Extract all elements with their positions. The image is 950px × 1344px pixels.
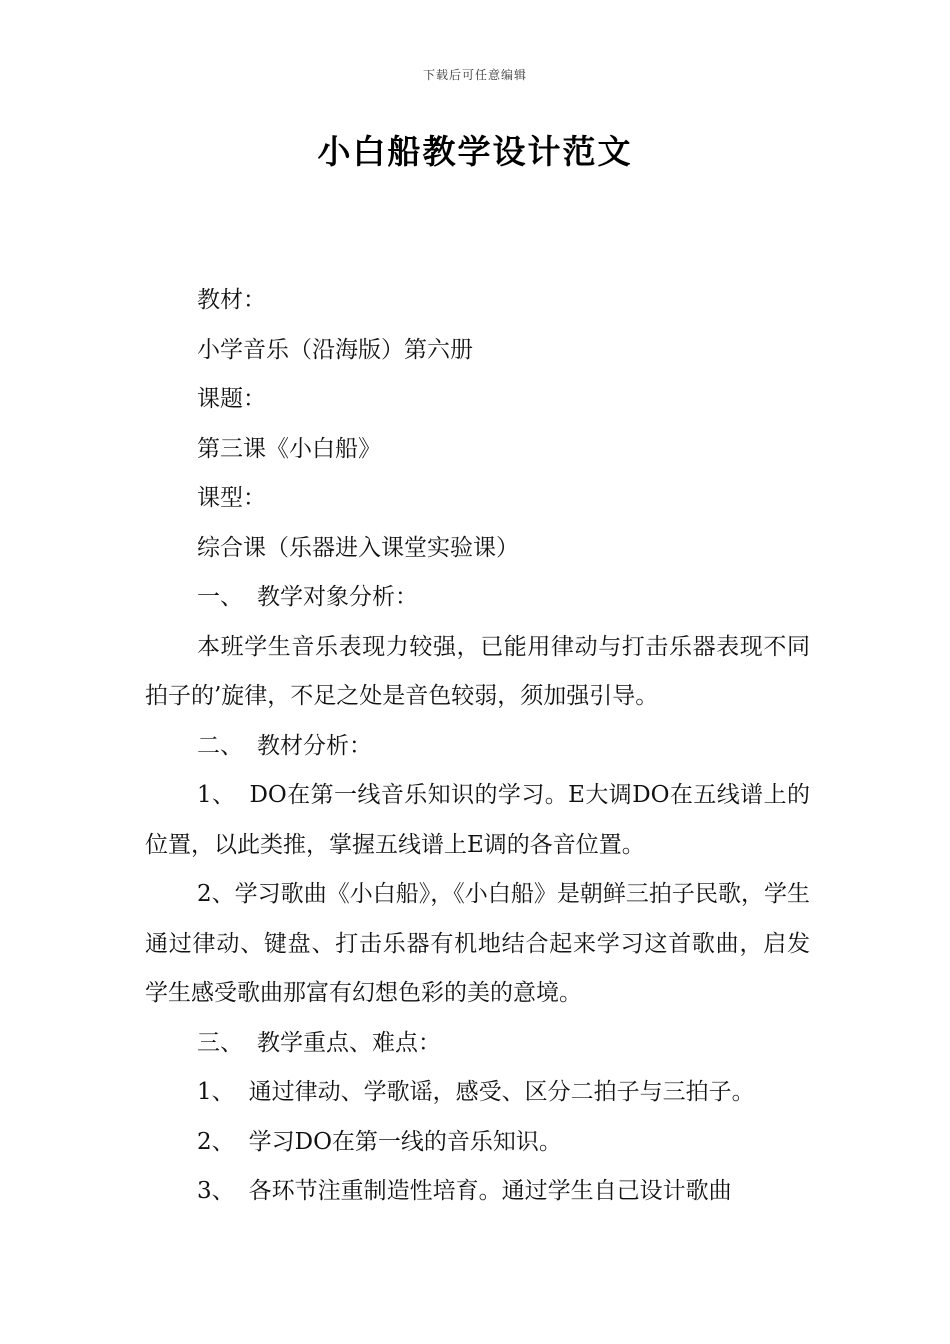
document-title: 小白船教学设计范文 xyxy=(317,132,633,171)
section-heading-text: 教材分析： xyxy=(257,732,372,759)
item-text: DO在第一线音乐知识的学习。E大调DO在五线谱上的位置，以此类推，掌握五线谱上E调的各音位置。 xyxy=(145,782,810,858)
paragraph-text: 课型： xyxy=(197,485,266,511)
paragraph-topic-label xyxy=(145,375,810,425)
item-number: 1、 xyxy=(197,782,236,808)
paragraph-text: 第三课《小白船》 xyxy=(197,435,381,462)
document-body xyxy=(145,276,810,1217)
paragraph-student-analysis xyxy=(145,623,810,722)
paragraph-text: 综合课（乐器进入课堂实验课） xyxy=(197,534,519,561)
list-item-key-2 xyxy=(145,1118,810,1168)
list-item-key-3 xyxy=(145,1167,810,1217)
paragraph-topic xyxy=(145,425,810,475)
paragraph-text: 课题： xyxy=(197,386,266,412)
section-number: 一、 xyxy=(197,584,243,610)
section-heading-text: 教学重点、难点： xyxy=(257,1029,441,1056)
list-item-material-1 xyxy=(145,771,810,870)
section-heading-2 xyxy=(145,722,810,772)
paragraph-text: 教材： xyxy=(197,287,266,313)
paragraph-material-label xyxy=(145,276,810,326)
paragraph-text: 本班学生音乐表现力较强，已能用律动与打击乐器表现不同拍子的’旋律，不足之处是音色较弱，须加强引导。 xyxy=(145,633,810,709)
paragraph-text: 小学音乐（沿海版）第六册 xyxy=(197,336,473,363)
paragraph-type-label xyxy=(145,474,810,524)
list-item-key-1 xyxy=(145,1068,810,1118)
item-number: 3、 xyxy=(197,1178,235,1204)
section-heading-1 xyxy=(145,573,810,623)
item-text: 各环节注重制造性培育。通过学生自己设计歌曲 xyxy=(248,1178,732,1204)
section-number: 三、 xyxy=(197,1029,243,1056)
list-item-material-2 xyxy=(145,870,810,1019)
section-number: 二、 xyxy=(197,732,243,759)
item-number: 1、 xyxy=(197,1079,235,1105)
paragraph-type xyxy=(145,524,810,574)
item-text: 学习DO在第一线的音乐知识。 xyxy=(248,1128,562,1155)
item-number: 2、 xyxy=(197,1128,235,1155)
item-text: 通过律动、学歌谣，感受、区分二拍子与三拍子。 xyxy=(248,1079,755,1105)
item-text: 2、学习歌曲《小白船》，《小白船》是朝鲜三拍子民歌，学生通过律动、键盘、打击乐器有机地结合起来学习这首歌曲，启发学生感受歌曲那富有幻想色彩的美的意境。 xyxy=(145,881,810,1006)
paragraph-material xyxy=(145,326,810,376)
section-heading-3 xyxy=(145,1019,810,1069)
header-note: 下载后可任意编辑 xyxy=(422,68,527,82)
section-heading-text: 教学对象分析： xyxy=(257,584,418,610)
